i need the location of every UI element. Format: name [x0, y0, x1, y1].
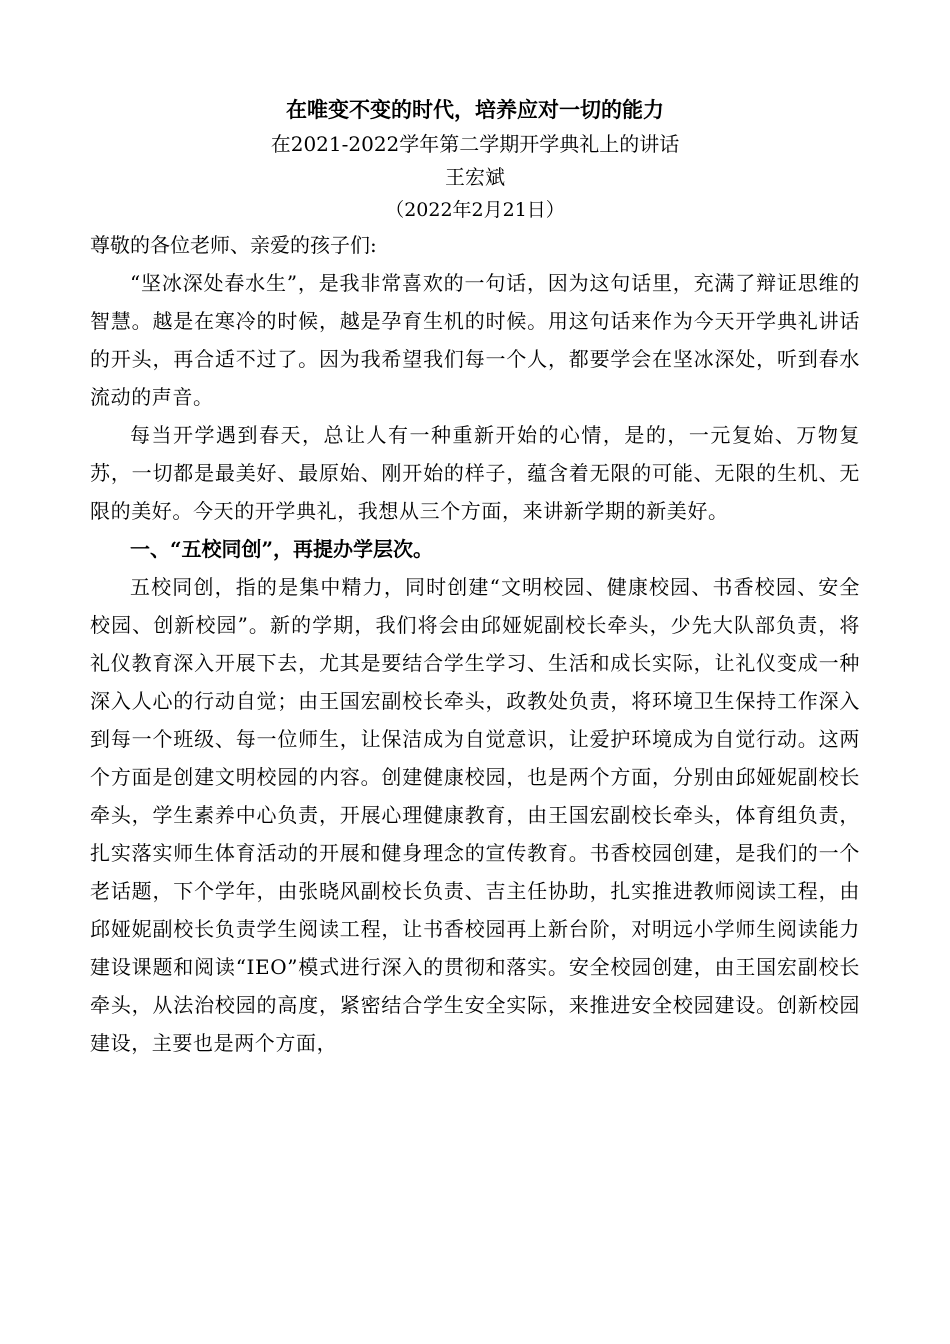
paragraph: “坚冰深处春水生”，是我非常喜欢的一句话，因为这句话里，充满了辩证思维的智慧。越是在寒冷的时候，越是孕育生机的时候。用这句话来作为今天开学典礼讲话的开头，再合适不过了。因为我希望我们每一个人，都要学会在坚冰深处，听到春水流动的声音。: [90, 271, 860, 409]
document-page: [90, 92, 860, 1062]
author-name: 王宏斌: [445, 165, 505, 189]
document-subtitle: 在2021-2022学年第二学期开学典礼上的讲话: [270, 132, 680, 156]
section-paragraph: 五校同创，指的是集中精力，同时创建“文明校园、健康校园、书香校园、安全校园、创新校园”。新的学期，我们将会由邱娅妮副校长牵头，少先大队部负责，将礼仪教育深入开展下去，尤其是要结合学生学习、生活和成长实际，让礼仪变成一种深入人心的行动自觉；由王国宏副校长牵头，政教处负责，将环境卫生保持工作深入到每一个班级、每一位师生，让保洁成为自觉意识，让爱护环境成为自觉行动。这两个方面是创建文明校园的内容。创建健康校园，也是两个方面，分别由邱娅妮副校长牵头，学生素养中心负责，开展心理健康教育，由王国宏副校长牵头，体育组负责，扎实落实师生体育活动的开展和健身理念的宣传教育。书香校园创建，是我们的一个老话题，下个学年，由张晓风副校长负责、吉主任协助，扎实推进教师阅读工程，由邱娅妮副校长负责学生阅读工程，让书香校园再上新台阶，对明远小学师生阅读能力建设课题和阅读“IEO”模式进行深入的贯彻和落实。安全校园创建，由王国宏副校长牵头，从法治校园的高度，紧密结合学生安全实际，来推进安全校园建设。创新校园建设，主要也是两个方面，: [90, 575, 860, 1055]
salutation: 尊敬的各位老师、亲爱的孩子们:: [90, 233, 377, 257]
speech-date: （2022年2月21日）: [385, 199, 565, 221]
paragraph: 每当开学遇到春天，总让人有一种重新开始的心情，是的，一元复始、万物复苏，一切都是最美好、最原始、刚开始的样子，蕴含着无限的可能、无限的生机、无限的美好。今天的开学典礼，我想从三个方面，来讲新学期的新美好。: [90, 423, 860, 523]
document-title: 在唯变不变的时代，培养应对一切的能力: [286, 97, 664, 122]
section-heading: 一、“五校同创”，再提办学层次。: [130, 537, 434, 561]
